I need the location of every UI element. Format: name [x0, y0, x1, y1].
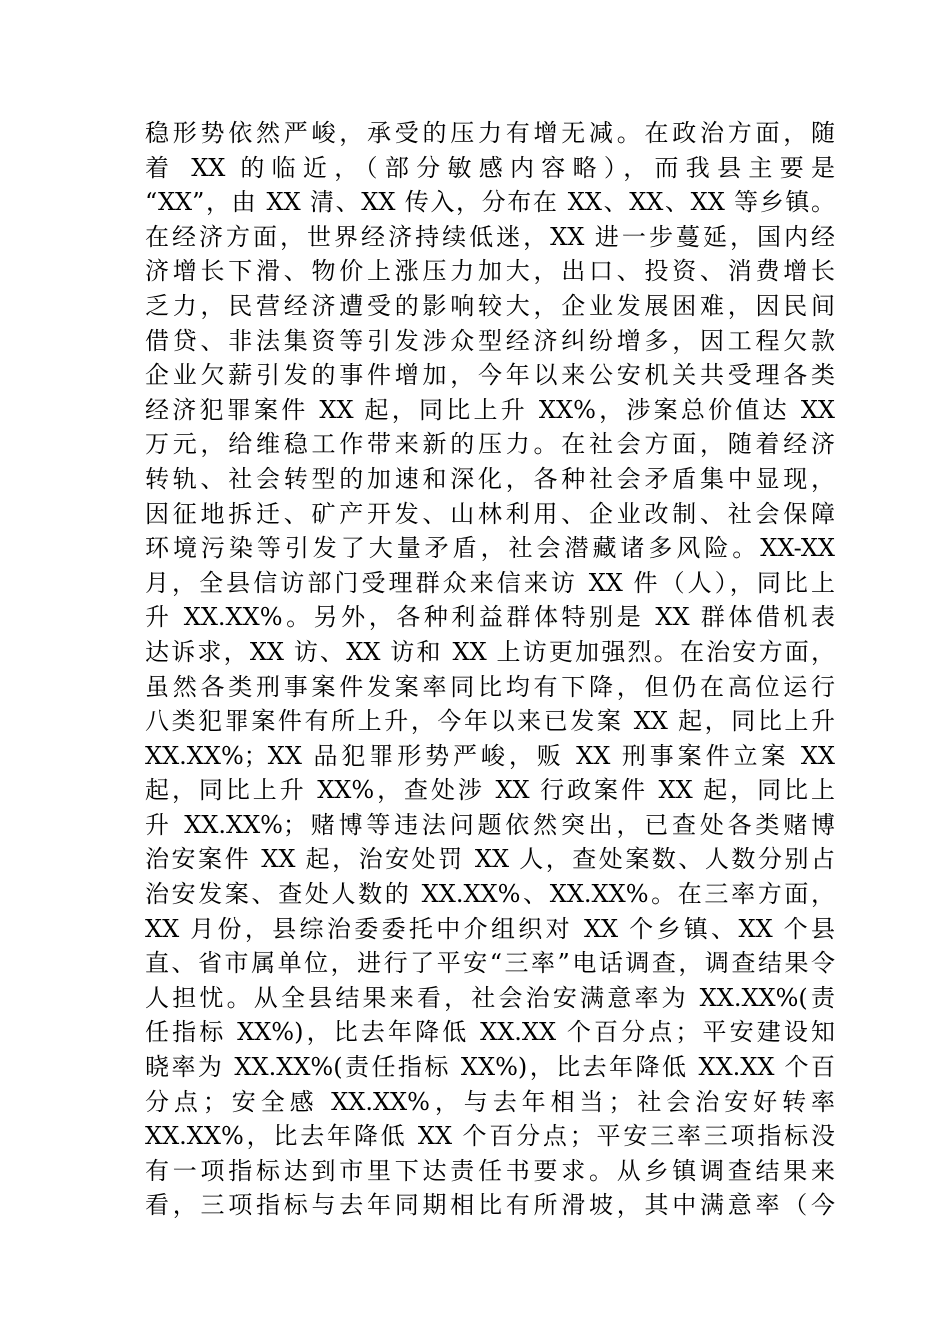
- text-line: XX.XX%，比去年降低 XX 个百分点；平安三率三项指标没: [145, 1122, 835, 1151]
- text-line: 经济犯罪案件 XX 起，同比上升 XX%，涉案总价值达 XX: [145, 395, 835, 424]
- text-line: 借贷、非法集资等引发涉众型经济纠纷增多，因工程欠款: [145, 326, 835, 355]
- text-line: 因征地拆迁、矿产开发、山林利用、企业改制、社会保障: [145, 499, 835, 528]
- text-line: 直、省市属单位，进行了平安“三率”电话调查，调查结果令: [145, 949, 835, 978]
- text-line: 分点；安全感 XX.XX%，与去年相当；社会治安好转率: [145, 1087, 835, 1116]
- text-line: 万元，给维稳工作带来新的压力。在社会方面，随着经济: [145, 430, 835, 459]
- text-line: 任指标 XX%)，比去年降低 XX.XX 个百分点；平安建设知: [145, 1018, 835, 1047]
- text-line: 有一项指标达到市里下达责任书要求。从乡镇调查结果来: [145, 1156, 835, 1185]
- text-line: 治安案件 XX 起，治安处罚 XX 人，查处案数、人数分别占: [145, 845, 835, 874]
- text-line: 转轨、社会转型的加速和深化，各种社会矛盾集中显现，: [145, 464, 835, 493]
- text-line: 稳形势依然严峻，承受的压力有增无减。在政治方面，随: [145, 119, 835, 147]
- text-line: 看，三项指标与去年同期相比有所滑坡，其中满意率（今: [145, 1191, 835, 1220]
- text-line: XX.XX%；XX 品犯罪形势严峻，贩 XX 刑事案件立案 XX: [145, 741, 835, 770]
- text-line: 八类犯罪案件有所上升，今年以来已发案 XX 起，同比上升: [145, 707, 835, 736]
- text-line: 升 XX.XX%；赌博等违法问题依然突出，已查处各类赌博: [145, 810, 835, 839]
- text-line: 人担忧。从全县结果来看，社会治安满意率为 XX.XX%(责: [145, 983, 835, 1012]
- text-line: 企业欠薪引发的事件增加，今年以来公安机关共受理各类: [145, 361, 835, 390]
- text-line: 起，同比上升 XX%，查处涉 XX 行政案件 XX 起，同比上: [145, 776, 835, 805]
- text-line: 治安发案、查处人数的 XX.XX%、XX.XX%。在三率方面，: [145, 880, 835, 909]
- text-line: “XX”，由 XX 清、XX 传入，分布在 XX、XX、XX 等乡镇。: [145, 188, 835, 217]
- text-line: 着 XX 的临近，（部分敏感内容略），而我县主要是: [145, 153, 835, 182]
- text-line: 晓率为 XX.XX%(责任指标 XX%)，比去年降低 XX.XX 个百: [145, 1053, 835, 1082]
- text-line: 在经济方面，世界经济持续低迷，XX 进一步蔓延，国内经: [145, 222, 835, 251]
- text-line: 环境污染等引发了大量矛盾，社会潜藏诸多风险。XX-XX: [145, 534, 835, 563]
- text-line: 达诉求，XX 访、XX 访和 XX 上访更加强烈。在治安方面，: [145, 637, 835, 666]
- body-paragraph: [145, 116, 835, 1223]
- text-line: 升 XX.XX%。另外，各种利益群体特别是 XX 群体借机表: [145, 603, 835, 632]
- text-line: XX 月份，县综治委委托中介组织对 XX 个乡镇、XX 个县: [145, 914, 835, 943]
- text-line: 济增长下滑、物价上涨压力加大，出口、投资、消费增长: [145, 257, 835, 286]
- text-line: 乏力，民营经济遭受的影响较大，企业发展困难，因民间: [145, 291, 835, 320]
- text-line: 虽然各类刑事案件发案率同比均有下降，但仍在高位运行: [145, 672, 835, 701]
- text-line: 月，全县信访部门受理群众来信来访 XX 件（人），同比上: [145, 568, 835, 597]
